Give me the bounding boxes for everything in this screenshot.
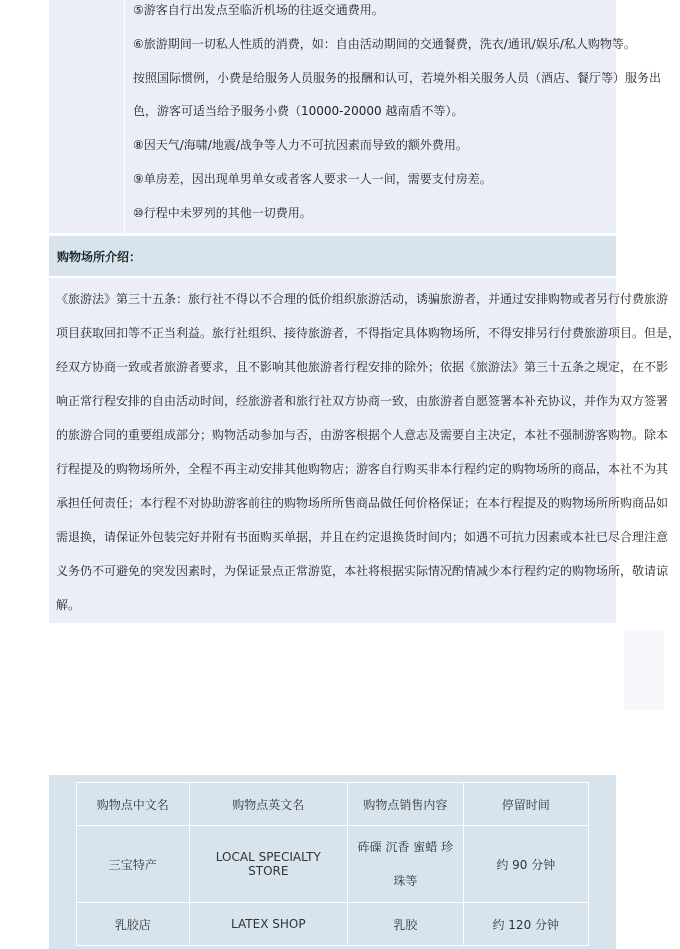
- fees-label-column: [49, 0, 125, 233]
- fee-line-10: ⑩行程中未罗列的其他一切费用。: [133, 206, 312, 220]
- cell-content: [348, 826, 463, 903]
- paragraph-line: 《旅游法》第三十五条：旅行社不得以不合理的低价组织旅游活动，诱骗旅游者，并通过安排购物或者另行付费旅游: [56, 292, 669, 306]
- paragraph-line: 需退换，请保证外包装完好并附有书面购买单据，并且在约定退换货时间内；如遇不可抗力因素或本社已尽合理注意: [56, 530, 669, 544]
- cell-en-name: LOCAL SPECIALTY STORE: [189, 826, 348, 903]
- fee-line-6: ⑥旅游期间一切私人性质的消费，如：自由活动期间的交通餐费，洗衣/通讯/娱乐/私人购物等。: [133, 37, 636, 51]
- cell-cn-name: 三宝特产: [77, 826, 190, 903]
- background-shadow: [624, 630, 664, 710]
- fee-line-5: ⑤游客自行出发点至临沂机场的往返交通费用。: [133, 3, 384, 17]
- cell-content-line: 砗磲 沉香 蜜蜡 珍: [357, 840, 454, 854]
- shopping-section-header: [49, 236, 616, 276]
- paragraph-line: 项目获取回扣等不正当利益。旅行社组织、接待旅游者，不得指定具体购物场所，不得安排另行付费旅游项目。但是，: [56, 326, 680, 340]
- cell-duration: 约 90 分钟: [463, 826, 588, 903]
- shopping-table: [76, 782, 589, 946]
- shopping-section-title: 购物场所介绍：: [57, 250, 142, 264]
- paragraph-line: 经双方协商一致或者旅游者要求，且不影响其他旅游者行程安排的除外；依据《旅游法》第三十五条之规定，在不影: [56, 360, 669, 374]
- cell-content-line: 珠等: [393, 874, 418, 888]
- shopping-table-panel: [49, 775, 616, 949]
- paragraph-line: 行程提及的购物场所外，全程不再主动安排其他购物店；游客自行购买非本行程约定的购物场所的商品，本社不为其: [56, 462, 669, 476]
- paragraph-line: 义务仍不可避免的突发因素时，为保证景点正常游览，本社将根据实际情况酌情减少本行程约定的购物场所，敬请谅: [56, 564, 669, 578]
- shopping-paragraph-block: [49, 278, 680, 623]
- paragraph-line: 的旅游合同的重要组成部分；购物活动参加与否，由游客根据个人意志及需要自主决定，本社不强制游客购物。除本: [56, 428, 669, 442]
- header-en-name: 购物点英文名: [189, 783, 348, 826]
- cell-cn-name: 乳胶店: [77, 903, 190, 946]
- fee-line-9: ⑨单房差，因出现单男单女或者客人要求一人一间，需要支付房差。: [133, 172, 492, 186]
- cell-en-name: LATEX SHOP: [189, 903, 348, 946]
- table-row: [77, 903, 589, 946]
- fee-line-tip-1: 按照国际惯例，小费是给服务人员服务的报酬和认可，若境外相关服务人员（酒店、餐厅等）服务出: [133, 71, 662, 85]
- paragraph-line: 解。: [56, 598, 81, 612]
- paragraph-line: 响正常行程安排的自由活动时间，经旅游者和旅行社双方协商一致，由旅游者自愿签署本补充协议，并作为双方签署: [56, 394, 669, 408]
- cell-duration: 约 120 分钟: [463, 903, 588, 946]
- paragraph-line: 承担任何责任；本行程不对协助游客前往的购物场所所售商品做任何价格保证；在本行程提及的购物场所所购商品如: [56, 496, 669, 510]
- fee-line-tip-2: 色，游客可适当给予服务小费（10000-20000 越南盾不等）。: [133, 104, 464, 118]
- fee-line-8: ⑧因天气/海啸/地震/战争等人力不可抗因素而导致的额外费用。: [133, 138, 468, 152]
- header-content: 购物点销售内容: [348, 783, 463, 826]
- header-duration: 停留时间: [463, 783, 588, 826]
- header-cn-name: 购物点中文名: [77, 783, 190, 826]
- table-row: [77, 826, 589, 903]
- cell-content: 乳胶: [348, 903, 463, 946]
- table-header-row: [77, 783, 589, 826]
